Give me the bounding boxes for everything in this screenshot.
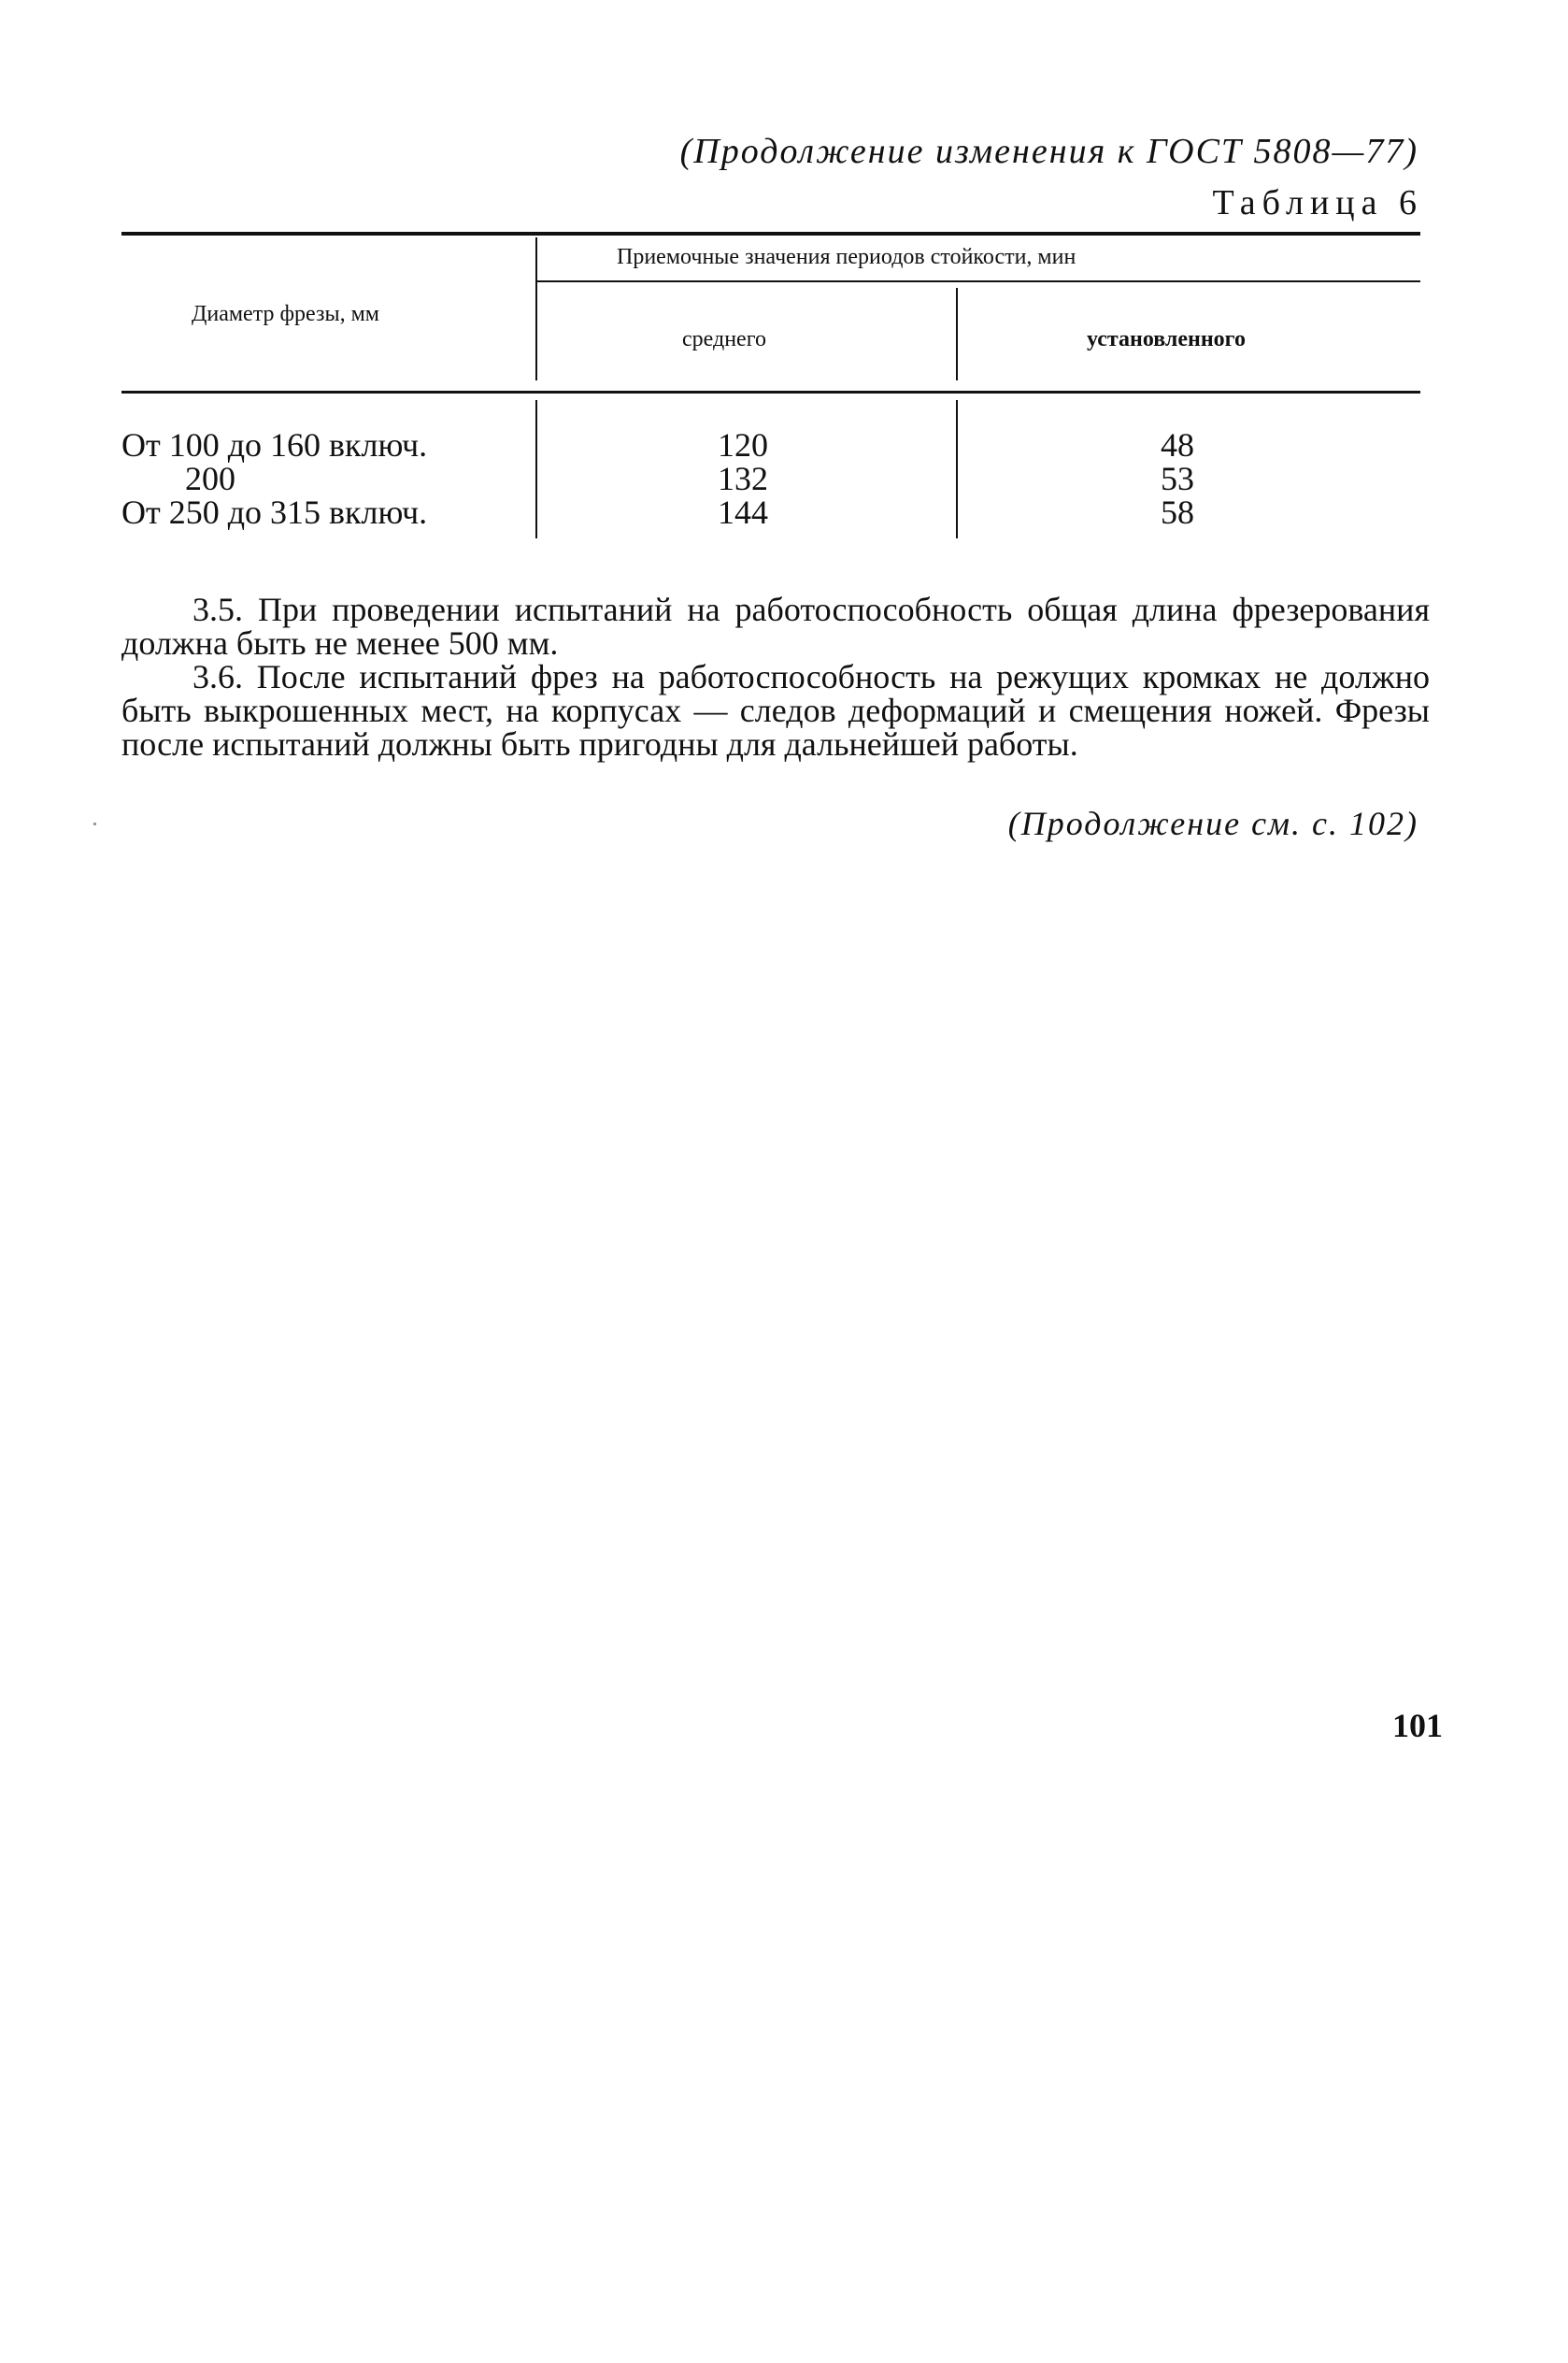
table-divider-1-body	[535, 400, 537, 538]
table-label: Таблица 6	[1212, 183, 1423, 222]
row-2-mean: 132	[718, 460, 768, 497]
header-mean: среднего	[682, 327, 766, 351]
page-number: 101	[1392, 1707, 1443, 1744]
margin-mark	[93, 823, 96, 825]
row-1-established: 48	[1161, 426, 1194, 464]
table-divider-1	[535, 237, 537, 380]
table-divider-2-body	[956, 400, 958, 538]
row-2-diameter: 200	[185, 460, 235, 497]
row-1-diameter: От 100 до 160 включ.	[121, 426, 428, 464]
row-2-established: 53	[1161, 460, 1194, 497]
continuation-header: (Продолжение изменения к ГОСТ 5808—77)	[679, 132, 1418, 171]
table-top-rule	[121, 232, 1420, 236]
paragraph-3-5: 3.5. При проведении испытаний на работоспособность общая длина фрезерования должна быть не менее 500 мм.	[121, 591, 1430, 662]
table-divider-2	[956, 288, 958, 380]
table-group-rule	[537, 280, 1420, 282]
table-header-bottom-rule	[121, 391, 1420, 394]
header-established: установленного	[1087, 327, 1246, 351]
paragraph-3-6: 3.6. После испытаний фрез на работоспособность на режущих кромках не должно быть выкрошенных мест, на корпусах — следов деформаций и смещения ножей. Фрезы после испытаний должны быть пригодны для дальнейшей работы.	[121, 658, 1430, 763]
row-3-established: 58	[1161, 494, 1194, 531]
header-group: Приемочные значения периодов стойкости, мин	[617, 245, 1076, 269]
row-1-mean: 120	[718, 426, 768, 464]
continuation-footer: (Продолжение см. с. 102)	[1007, 805, 1418, 842]
header-diameter: Диаметр фрезы, мм	[192, 302, 379, 326]
row-3-mean: 144	[718, 494, 768, 531]
row-3-diameter: От 250 до 315 включ.	[121, 494, 428, 531]
